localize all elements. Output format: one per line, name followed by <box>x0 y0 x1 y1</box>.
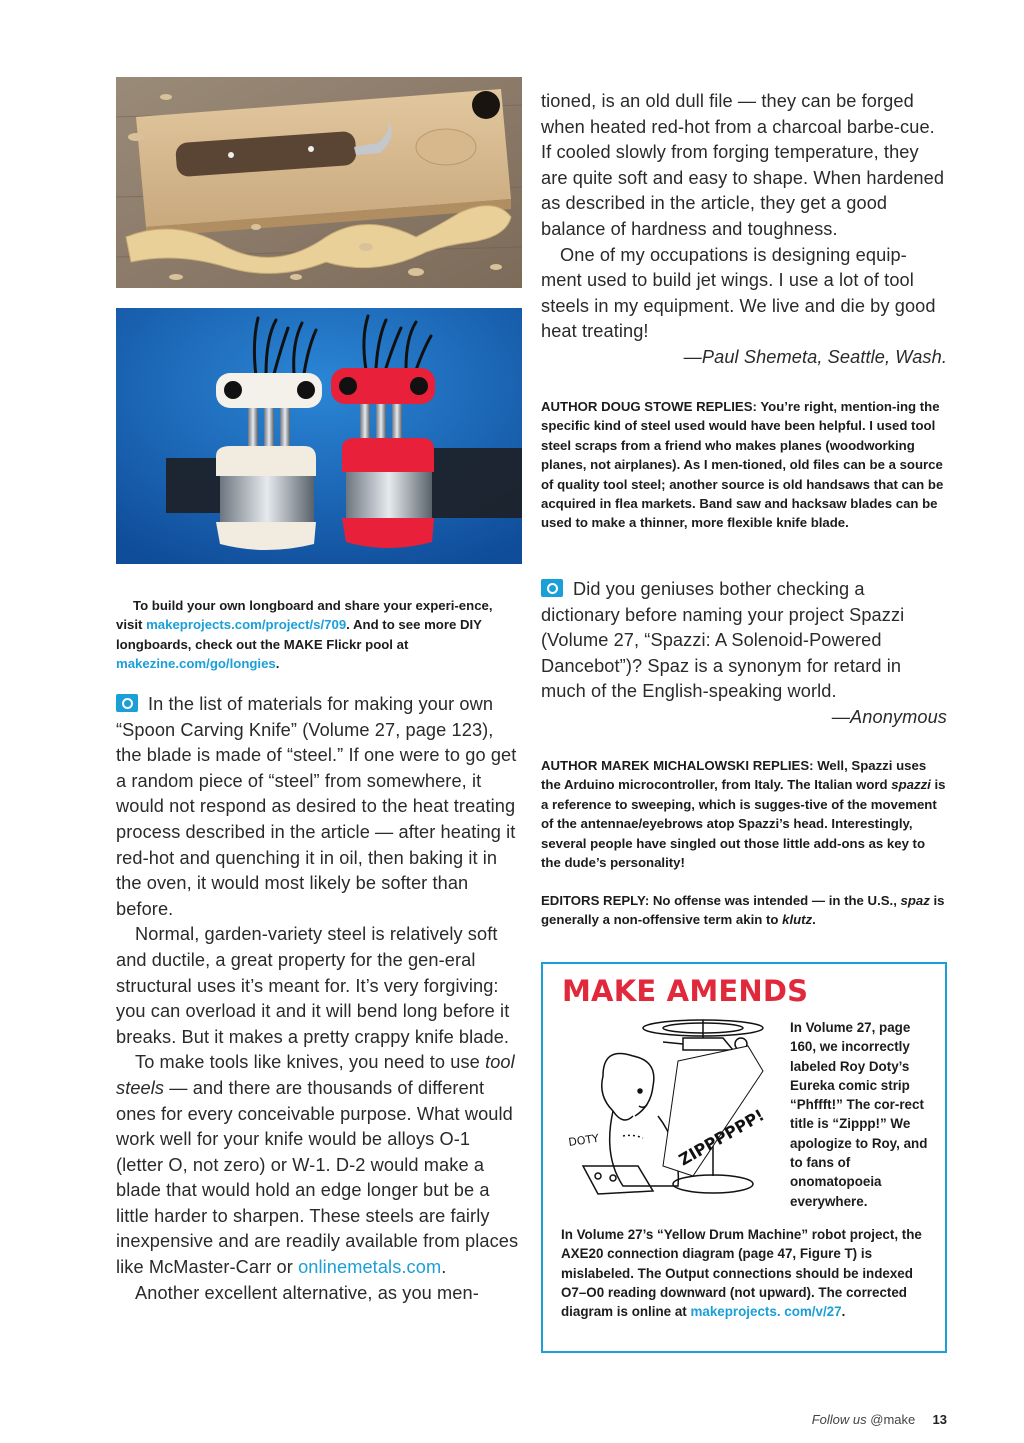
caption-text: To build your own longboard and share your experi-ence, visit <box>116 598 493 633</box>
footer-handle[interactable]: @make <box>870 1412 916 1427</box>
make-amends-box <box>541 962 947 1353</box>
onlinemetals-link[interactable]: onlinemetals.com <box>298 1257 442 1278</box>
page-number: 13 <box>932 1412 947 1427</box>
letter-emphasis: tool steels <box>116 1052 515 1098</box>
amends-text: In Volume 27’s “Yellow Drum Machine” robot project, the AXE20 connection diagram (page 47, Figure T) is mislabeled. The Output connections should be indexed O7–O0 reading downward (not upward). The corrected diagram is online at <box>561 1227 922 1320</box>
comic-sound-effect: ZIPPPPPP! <box>675 1105 768 1170</box>
reply-emphasis: spaz <box>900 893 930 908</box>
letter-paragraph <box>116 692 522 922</box>
letter-paragraph: One of my occupations is designing equip-ment used to build jet wings. I use a lot of tool steels in my equipment. We live and die by good heat treating! <box>541 244 936 342</box>
reply-text: AUTHOR MAREK MICHALOWSKI REPLIES: Well, Spazzi uses the Arduino microcontroller, from Italy. The Italian word <box>541 758 927 793</box>
letter-spazzi <box>541 577 947 731</box>
reply-emphasis: spazzi <box>891 777 931 793</box>
editors-reply <box>541 891 947 930</box>
letter-paragraph: Normal, garden-variety steel is relatively soft and ductile, a great property for the gen-eral structural uses it’s meant for. It’s very forgiving: you can overload it and it will bend long before it breaks. But it makes a pretty crappy knife blade. <box>116 924 510 1047</box>
letter-text: . <box>441 1257 447 1278</box>
letter-text: In the list of materials for making your own “Spoon Carving Knife” (Volume 27, page 123), the blade is made of “steel.” If one were to go get a random piece of “steel” from somewhere, it would not respond as desired to the heat treating process described in the article — after heating it red-hot and quenching it in oil, then baking it in the oven, it would most likely be softer than before. <box>116 694 517 919</box>
author-reply-stowe: AUTHOR DOUG STOWE REPLIES: You’re right, mention-ing the specific kind of steel used would have been helpful. I used tool steel scraps from a friend who makes planes (woodworking planes, not airplanes). As I men-tioned, old files can be a source of quality tool steel; another source is old handsaws that can be acquired in flea markets. Band saw and hacksaw blades can be used to make a thinner, more flexible knife blade. <box>541 399 944 531</box>
camera-icon <box>116 694 138 712</box>
reply-text: . <box>812 912 816 928</box>
author-reply-michalowski <box>541 756 947 872</box>
amends-text-eureka: In Volume 27, page 160, we incorrectly labeled Roy Doty’s Eureka comic strip “Phffft!” The cor-rect title is “Zippp!” We apologize to Roy, and to fans of onomatopoeia everywhere. <box>790 1020 928 1209</box>
letter-paragraph: tioned, is an old dull file — they can be forged when heated red-hot from a charcoal barbe-cue. If cooled slowly from forging temperature, they are quite soft and easy to shape. When hardened as described in the article, they get a good balance of hardness and toughness. <box>541 91 945 239</box>
robots-photo <box>116 308 522 564</box>
comic-signature: DOTY <box>567 1131 600 1149</box>
reply-text: is generally a non-offensive term akin to <box>541 893 945 928</box>
footer-follow: Follow us <box>811 1412 867 1427</box>
letter-signature: —Paul Shemeta, Seattle, Wash. <box>683 346 947 367</box>
amends-title: MAKE AMENDS <box>562 974 809 1008</box>
letter-steel <box>116 692 522 1306</box>
amends-text: . <box>841 1304 846 1320</box>
makeprojects-v27-link[interactable]: makeprojects. com/v/27 <box>690 1304 842 1320</box>
letter-paragraph <box>116 1050 522 1280</box>
reply-emphasis: klutz <box>782 912 813 928</box>
spoon-photo <box>116 77 522 288</box>
caption-text-mid: . And to see more DIY longboards, check out the MAKE Flickr pool at <box>116 617 482 652</box>
letter-text: — and there are thousands of different ones for every conceivable purpose. What would work well for your knife would be alloys O-1 (letter O, not zero) or W-1. D-2 would make a blade that would hold an edge longer but be a little harder to sharpen. These steels are fairly inexpensive and are readily available from places like McMaster-Carr or <box>116 1077 519 1278</box>
reply-text: EDITORS REPLY: No offense was intended — in the U.S., <box>541 893 901 908</box>
camera-icon <box>541 579 563 597</box>
letter-continuation <box>541 89 947 371</box>
letter-text: Did you geniuses bother checking a dictionary before naming your project Spazzi (Volume 27, “Spazzi: A Solenoid-Powered Dancebot”)? Spaz is a synonym for retard in much of the English-speaking world. <box>541 579 905 702</box>
longboard-caption <box>116 596 522 674</box>
letter-text: To make tools like knives, you need to use <box>135 1052 486 1073</box>
caption-link-longies[interactable]: makezine.com/go/longies <box>116 656 276 672</box>
eureka-comic <box>563 1016 778 1216</box>
amends-text-drum-machine <box>561 1225 933 1321</box>
caption-end: . <box>275 656 280 672</box>
letter-paragraph: Another excellent alternative, as you men- <box>135 1282 479 1303</box>
letter-paragraph <box>541 577 947 705</box>
caption-link-project[interactable]: makeprojects.com/project/s/709 <box>146 617 347 633</box>
letter-signature: —Anonymous <box>831 706 947 727</box>
reply-text: is a reference to sweeping, which is sugges-tive of the movement of the antennae/eyebrows atop Spazzi’s head. Interestingly, several people have singled out those little add-ons as key to the dude’s personality! <box>541 777 946 871</box>
page-footer <box>812 1412 947 1427</box>
